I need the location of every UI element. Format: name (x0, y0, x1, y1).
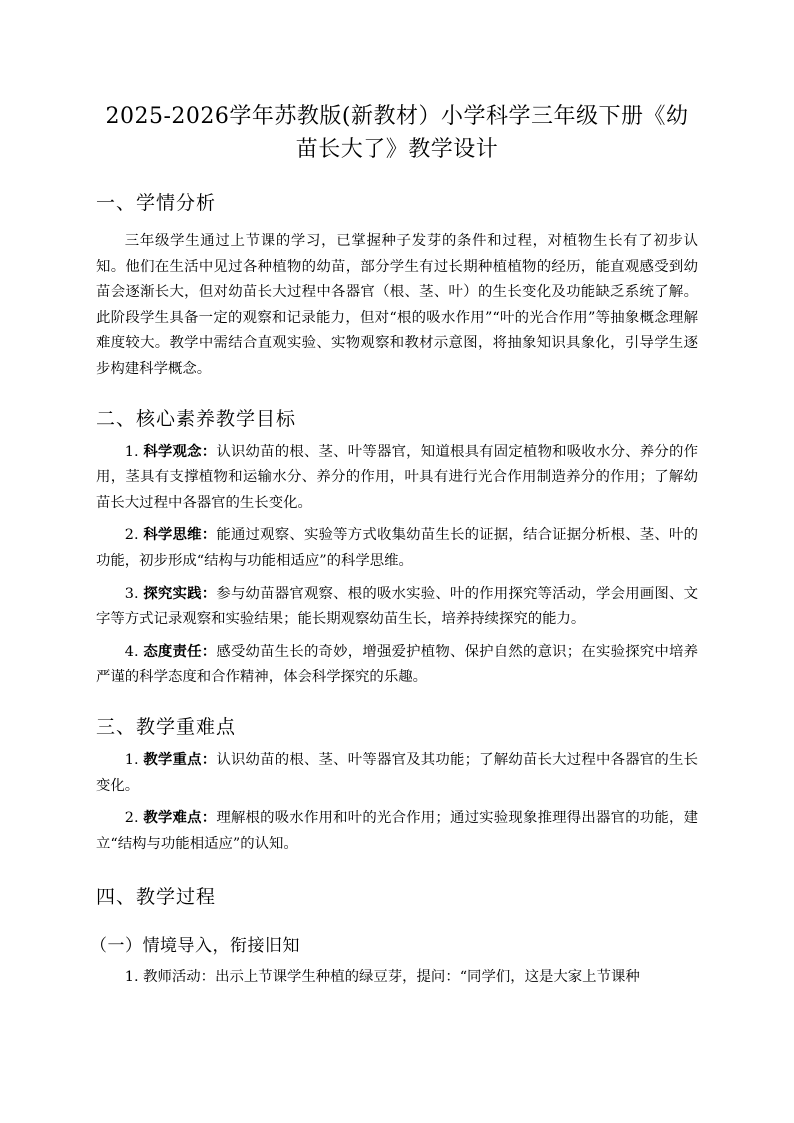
item-number: 1. (124, 969, 139, 986)
item-label: 态度责任： (143, 642, 217, 660)
item-text: 感受幼苗生长的奇妙，增强爱护植物、保护自然的意识；在实验探究中培养严谨的科学态度和合作精神，体会科学探究的乐趣。 (96, 643, 698, 686)
goal-item (96, 522, 698, 574)
item-label: 探究实践： (143, 584, 217, 602)
goal-item (96, 639, 698, 691)
goal-item (96, 439, 698, 517)
analysis-paragraph: 三年级学生通过上节课的学习，已掌握种子发芽的条件和过程，对植物生长有了初步认知。他们在生活中见过各种植物的幼苗，部分学生有过长期种植植物的经历，能直观感受到幼苗会逐渐长大，但对幼苗长大过程中各器官（根、茎、叶）的生长变化及功能缺乏系统了解。此阶段学生具备一定的观察和记录能力，但对“根的吸水作用”“叶的光合作用”等抽象概念理解难度较大。教学中需结合直观实验、实物观察和教材示意图，将抽象知识具象化，引导学生逐步构建科学概念。 (96, 233, 698, 377)
item-text: 认识幼苗的根、茎、叶等器官，知道根具有固定植物和吸收水分、养分的作用，茎具有支撑植物和运输水分、养分的作用，叶具有进行光合作用制造养分的作用；了解幼苗长大过程中各器官的生长变化。 (96, 443, 698, 511)
document-page (90, 100, 698, 991)
item-number: 2. (124, 527, 139, 544)
goal-item (96, 581, 698, 633)
item-text: 认识幼苗的根、茎、叶等器官及其功能；了解幼苗长大过程中各器官的生长变化。 (96, 751, 698, 794)
item-number: 1. (124, 751, 139, 768)
section-heading-process: 四、教学过程 (96, 886, 217, 909)
item-number: 1. (124, 443, 139, 460)
section-heading-analysis: 一、学情分析 (96, 192, 217, 214)
item-text: 教师活动：出示上节课学生种植的绿豆芽，提问：“同学们，这是大家上节课种 (143, 969, 640, 986)
item-label: 教学重点： (143, 750, 217, 768)
keypoint-item (96, 805, 698, 857)
process-item (96, 965, 698, 991)
item-text: 理解根的吸水作用和叶的光合作用；通过实验现象推理得出器官的功能，建立“结构与功能相适应”的认知。 (96, 810, 698, 852)
item-text: 参与幼苗器官观察、根的吸水实验、叶的作用探究等活动，学会用画图、文字等方式记录观察和实验结果；能长期观察幼苗生长，培养持续探究的能力。 (96, 585, 698, 628)
page-title: 2025-2026学年苏教版(新教材）小学科学三年级下册《幼苗长大了》教学设计 (105, 104, 689, 162)
keypoint-item (96, 747, 698, 799)
item-label: 教学难点： (143, 809, 217, 827)
item-text: 能通过观察、实验等方式收集幼苗生长的证据，结合证据分析根、茎、叶的功能，初步形成“结构与功能相适应”的科学思维。 (96, 527, 698, 569)
item-number: 3. (124, 585, 139, 602)
subsection-heading: （一）情境导入，衔接旧知 (90, 936, 300, 957)
section-heading-goals: 二、核心素养教学目标 (96, 407, 297, 430)
item-number: 2. (124, 810, 139, 827)
item-number: 4. (124, 643, 139, 660)
item-label: 科学观念： (143, 442, 217, 460)
item-label: 科学思维： (143, 526, 217, 544)
section-heading-keypoints: 三、教学重难点 (96, 715, 237, 738)
